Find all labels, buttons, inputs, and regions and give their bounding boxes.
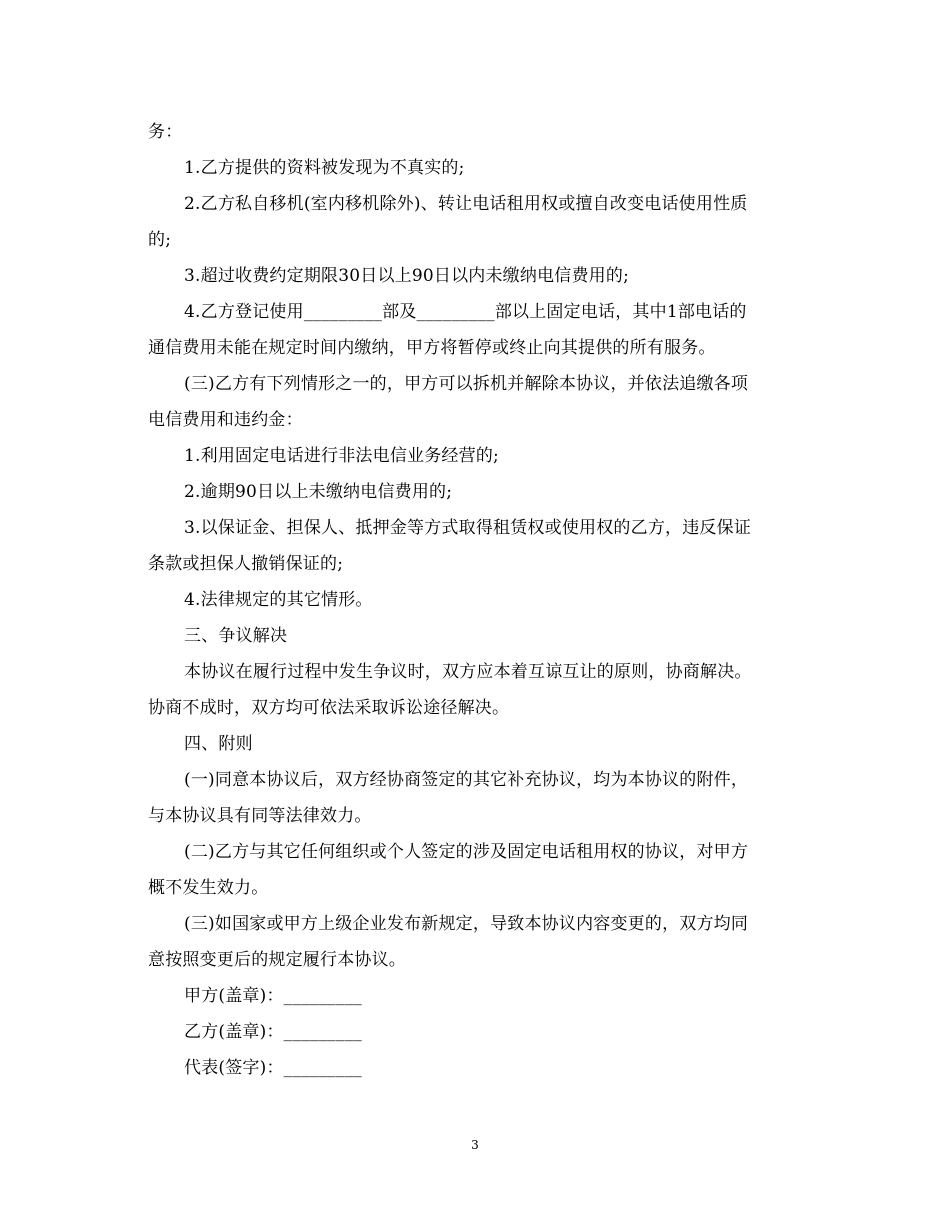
paragraph-line: 4.乙方登记使用_________部及_________部以上固定电话，其中1部电话的 [184, 302, 747, 322]
paragraph-line: 4.法律规定的其它情形。 [184, 590, 373, 610]
paragraph-line: 3.以保证金、担保人、抵押金等方式取得租赁权或使用权的乙方，违反保证 [184, 518, 752, 538]
paragraph-line: 1.利用固定电话进行非法电信业务经营的; [184, 446, 499, 466]
paragraph-line: (三)如国家或甲方上级企业发布新规定，导致本协议内容变更的，双方均同 [184, 914, 749, 934]
page-number: 3 [471, 1138, 479, 1152]
section-heading: 四、附则 [184, 734, 253, 754]
paragraph-line: 通信费用未能在规定时间内缴纳，甲方将暂停或终止向其提供的所有服务。 [148, 338, 716, 358]
paragraph-line: 条款或担保人撤销保证的; [148, 554, 344, 574]
signature-party-b: 乙方(盖章)：_________ [184, 1022, 362, 1042]
paragraph-line: (三)乙方有下列情形之一的，甲方可以拆机并解除本协议，并依法追缴各项 [184, 374, 749, 394]
paragraph-line: (二)乙方与其它任何组织或个人签定的涉及固定电话租用权的协议，对甲方 [184, 842, 749, 862]
section-heading: 三、争议解决 [184, 626, 288, 646]
paragraph-line: 3.超过收费约定期限30日以上90日以内未缴纳电信费用的; [184, 266, 630, 286]
paragraph-line: (一)同意本协议后，双方经协商签定的其它补充协议，均为本协议的附件， [184, 770, 749, 790]
paragraph-line: 1.乙方提供的资料被发现为不真实的; [184, 158, 465, 178]
paragraph-line: 务： [148, 122, 183, 142]
paragraph-line: 2.逾期90日以上未缴纳电信费用的; [184, 482, 453, 502]
paragraph-line: 电信费用和违约金： [148, 410, 303, 430]
paragraph-line: 与本协议具有同等法律效力。 [148, 806, 372, 826]
paragraph-line: 协商不成时，双方均可依法采取诉讼途径解决。 [148, 698, 510, 718]
paragraph-line: 本协议在履行过程中发生争议时，双方应本着互谅互让的原则，协商解决。 [184, 662, 752, 682]
signature-party-a: 甲方(盖章)：_________ [184, 986, 362, 1006]
signature-representative: 代表(签字)：_________ [184, 1058, 362, 1078]
paragraph-line: 2.乙方私自移机(室内移机除外)、转让电话租用权或擅自改变电话使用性质 [184, 194, 748, 214]
paragraph-line: 概不发生效力。 [148, 878, 269, 898]
paragraph-line: 意按照变更后的规定履行本协议。 [148, 950, 406, 970]
paragraph-line: 的; [148, 230, 172, 250]
